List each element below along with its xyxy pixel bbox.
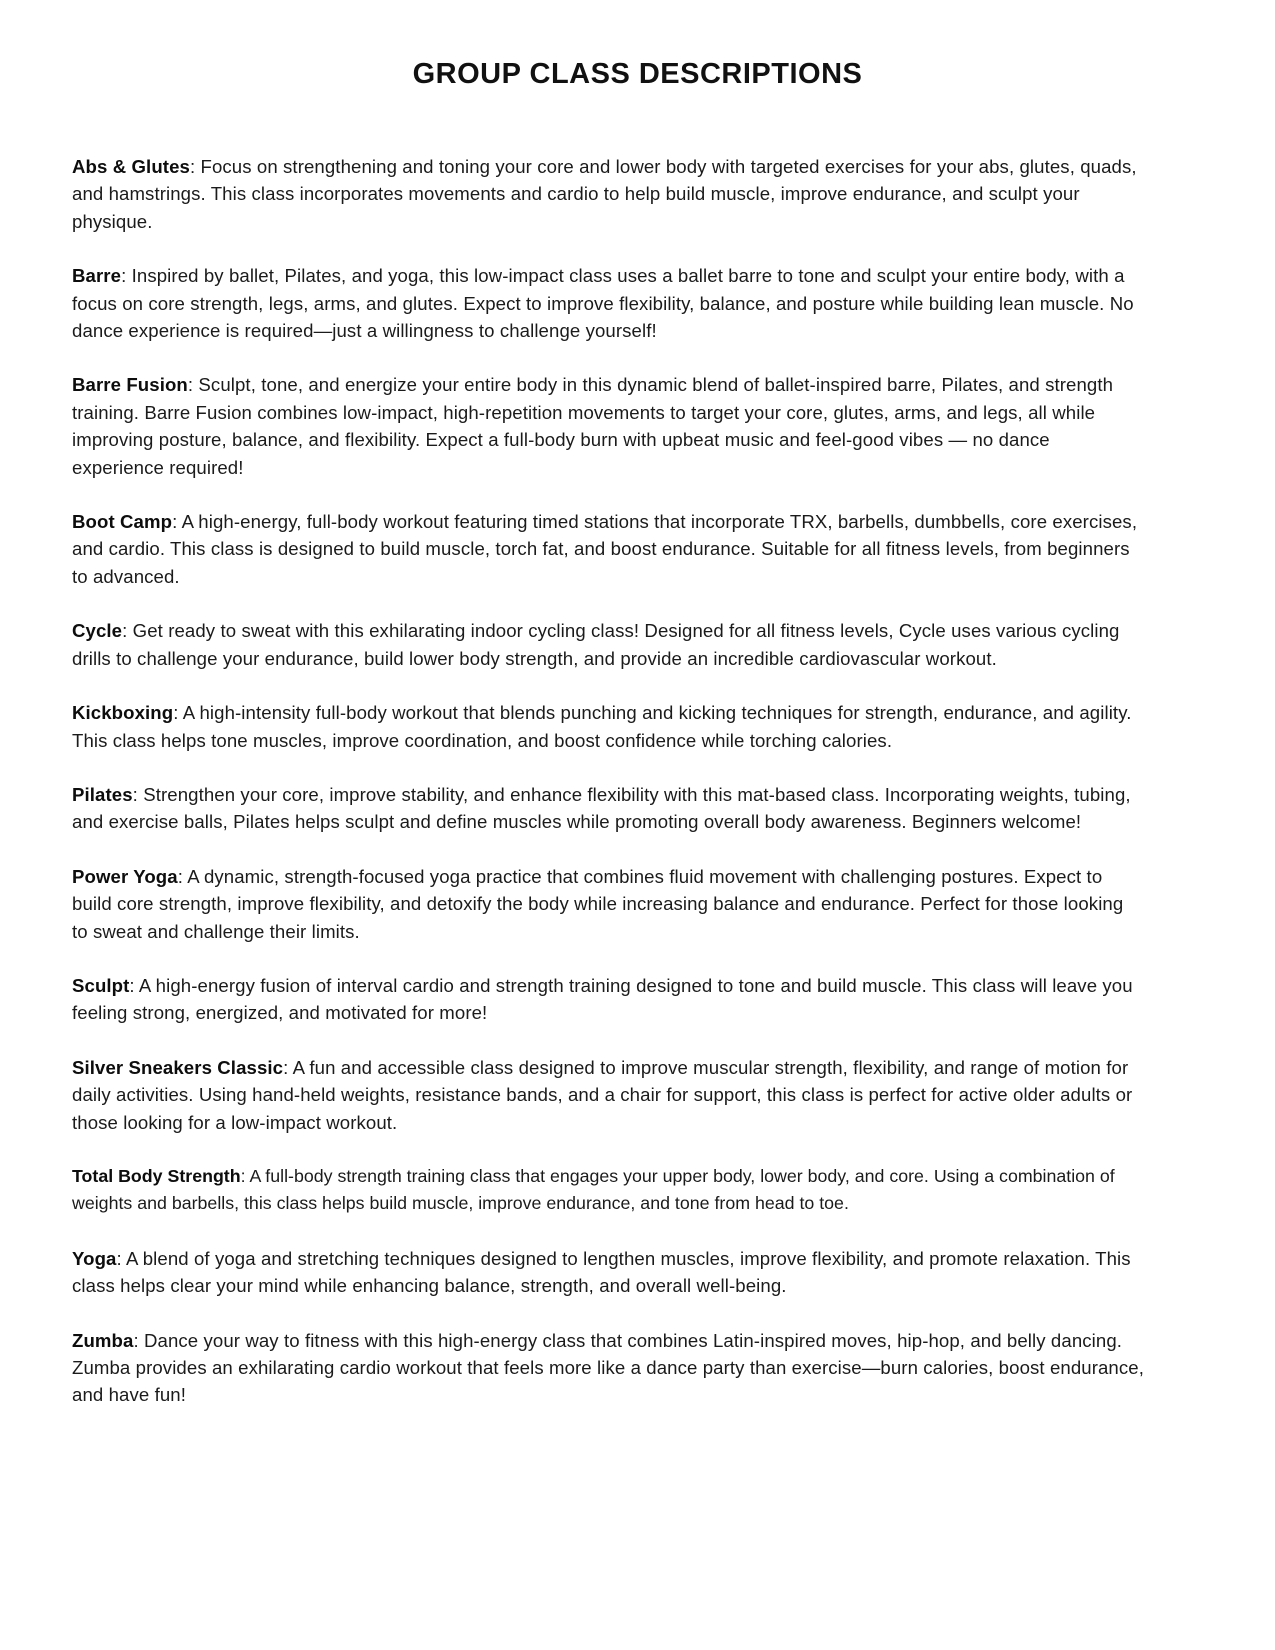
class-entry-cycle (72, 617, 1144, 672)
class-description: : A fun and accessible class designed to improve muscular strength, flexibility, and range of motion for daily activities. Using hand-held weights, resistance bands, and a chair for support, this class is perfect for active older adults or those looking for a low-impact workout. (72, 1056, 1133, 1133)
class-entry-zumba (72, 1327, 1144, 1409)
class-description: : Get ready to sweat with this exhilarating indoor cycling class! Designed for all fitness levels, Cycle uses various cycling drills to challenge your endurance, build lower body strength, and provide an incredible cardiovascular workout. (72, 620, 1120, 669)
class-description: : A dynamic, strength-focused yoga practice that combines fluid movement with challenging postures. Expect to build core strength, improve flexibility, and detoxify the body while increasing balance and endurance. Perfect for those looking to sweat and challenge their limits. (72, 865, 1124, 942)
class-entry-total-body-strength (72, 1163, 1144, 1218)
page-title: GROUP CLASS DESCRIPTIONS (412, 58, 863, 90)
class-entry-pilates (72, 781, 1144, 836)
class-name: Sculpt (72, 974, 130, 996)
class-name: Kickboxing (72, 702, 174, 724)
class-description: : Sculpt, tone, and energize your entire body in this dynamic blend of ballet-inspired barre, Pilates, and strength training. Barre Fusion combines low-impact, high-repetition movements to target your core, glutes, arms, and legs, all while improving posture, balance, and flexibility. Expect a full-body burn with upbeat music and feel-good vibes — no dance experience required! (72, 374, 1114, 478)
class-entry-kickboxing (72, 699, 1144, 754)
class-entry-abs-glutes (72, 153, 1144, 235)
class-description: : A high-intensity full-body workout that blends punching and kicking techniques for strength, endurance, and agility. This class helps tone muscles, improve coordination, and boost confidence while torching calories. (72, 702, 1132, 751)
class-entry-barre (72, 262, 1144, 344)
class-description: : Inspired by ballet, Pilates, and yoga, this low-impact class uses a ballet barre to tone and sculpt your entire body, with a focus on core strength, legs, arms, and glutes. Expect to improve flexibility, balance, and posture while building lean muscle. No dance experience is required—just a willingness to challenge yourself! (72, 265, 1134, 342)
class-name: Total Body Strength (72, 1165, 241, 1186)
class-name: Boot Camp (72, 511, 173, 533)
class-name: Pilates (72, 783, 133, 805)
class-name: Barre Fusion (72, 374, 188, 396)
class-entry-barre-fusion (72, 371, 1144, 481)
class-name: Abs & Glutes (72, 156, 190, 177)
class-entry-power-yoga (72, 863, 1144, 945)
class-description: : Focus on strengthening and toning your core and lower body with targeted exercises for your abs, glutes, quads, and hamstrings. This class incorporates movements and cardio to help build muscle, improve endurance, and sculpt your physique. (72, 156, 1137, 232)
class-name: Power Yoga (72, 865, 178, 887)
class-description: : A high-energy, full-body workout featuring timed stations that incorporate TRX, barbells, dumbbells, core exercises, and cardio. This class is designed to build muscle, torch fat, and boost endurance. Suitable for all fitness levels, from beginners to advanced. (72, 511, 1138, 587)
class-name: Barre (72, 265, 122, 287)
class-entry-boot-camp (72, 508, 1144, 590)
class-description: : A full-body strength training class that engages your upper body, lower body, and core. Using a combination of weights and barbells, this class helps build muscle, improve endurance, and tone from head to toe. (72, 1165, 1115, 1214)
class-description: : Dance your way to fitness with this high-energy class that combines Latin-inspired moves, hip-hop, and belly dancing. Zumba provides an exhilarating cardio workout that feels more like a dance party than exercise—burn calories, boost endurance, and have fun! (72, 1329, 1144, 1406)
class-description: : A blend of yoga and stretching techniques designed to lengthen muscles, improve flexibility, and promote relaxation. This class helps clear your mind while enhancing balance, strength, and overall well-being. (72, 1247, 1131, 1297)
class-entry-silver-sneakers-classic (72, 1054, 1144, 1136)
class-name: Zumba (72, 1329, 134, 1351)
class-description: : Strengthen your core, improve stability, and enhance flexibility with this mat-based class. Incorporating weights, tubing, and exercise balls, Pilates helps sculpt and define muscles while promoting overall body awareness. Beginners welcome! (72, 783, 1131, 833)
class-name: Silver Sneakers Classic (72, 1056, 284, 1078)
class-entry-yoga (72, 1245, 1144, 1300)
class-name: Cycle (72, 620, 123, 642)
class-description: : A high-energy fusion of interval cardio and strength training designed to tone and build muscle. This class will leave you feeling strong, energized, and motivated for more! (72, 974, 1133, 1024)
class-list (72, 153, 1144, 1409)
class-name: Yoga (72, 1247, 117, 1269)
class-entry-sculpt (72, 972, 1144, 1027)
